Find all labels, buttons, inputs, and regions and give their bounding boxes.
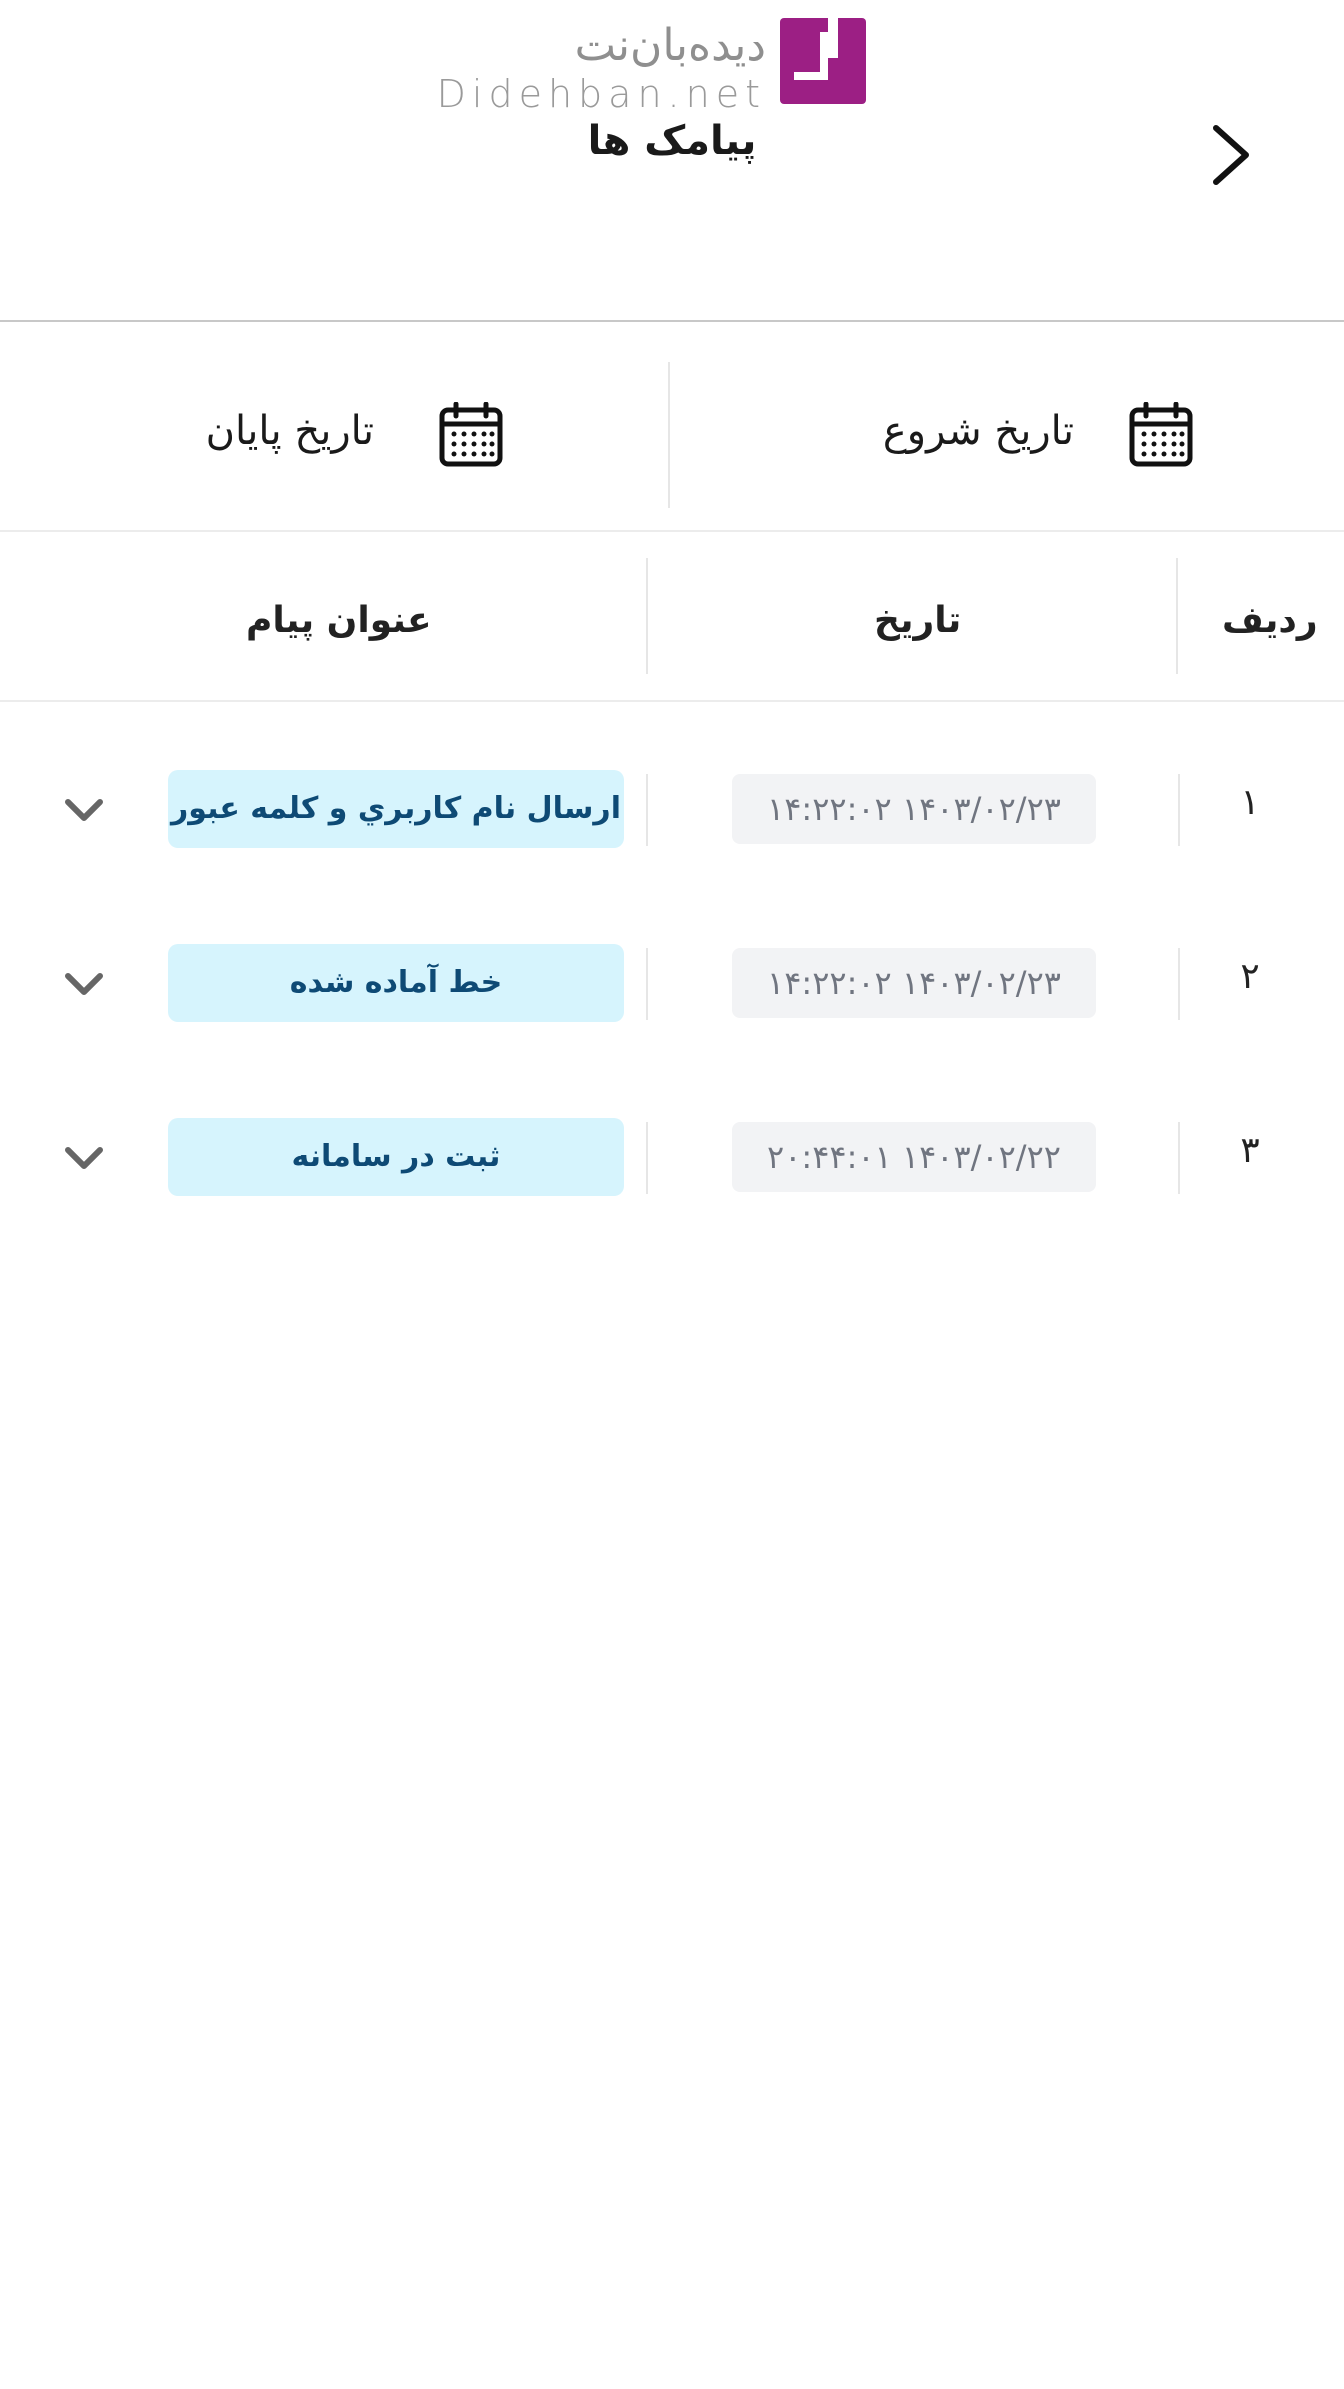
table-row[interactable] <box>0 760 1344 860</box>
back-button[interactable] <box>1196 118 1266 192</box>
date-filter-bar <box>0 322 1344 532</box>
page-title <box>0 118 1344 164</box>
end-date-picker[interactable] <box>0 322 668 530</box>
column-header-row[interactable]: ردیف <box>1222 600 1318 641</box>
chevron-down-icon[interactable] <box>62 964 106 1004</box>
column-divider <box>646 1122 648 1194</box>
logo-mark-icon <box>780 18 866 104</box>
start-date-label: تاریخ شروع <box>882 408 1074 454</box>
row-date: ۱۴۰۳/۰۲/۲۳ ۱۴:۲۲:۰۲ <box>732 948 1096 1018</box>
row-number: ۱ <box>1240 782 1260 823</box>
row-number: ۲ <box>1240 956 1260 997</box>
column-divider <box>1178 948 1180 1020</box>
start-date-picker[interactable] <box>668 322 1344 530</box>
calendar-icon <box>438 402 504 468</box>
message-title-badge[interactable]: ثبت در سامانه <box>168 1118 624 1196</box>
column-divider <box>646 948 648 1020</box>
chevron-right-icon <box>1196 118 1266 192</box>
table-row[interactable] <box>0 1108 1344 1208</box>
end-date-label: تاریخ پایان <box>205 408 374 454</box>
page-title-text: پیامک ها <box>587 118 757 164</box>
column-header-date[interactable]: تاریخ <box>874 600 962 641</box>
chevron-down-icon[interactable] <box>62 1138 106 1178</box>
brand-logo <box>436 18 866 116</box>
calendar-icon <box>1128 402 1194 468</box>
message-title-badge[interactable]: ارسال نام کاربري و کلمه عبور <box>168 770 624 848</box>
chevron-down-icon[interactable] <box>62 790 106 830</box>
column-divider <box>1176 558 1178 674</box>
logo-persian-text: دیده‌بان‌نت <box>574 20 766 71</box>
table-header <box>0 532 1344 702</box>
table-row[interactable] <box>0 934 1344 1034</box>
row-date: ۱۴۰۳/۰۲/۲۳ ۱۴:۲۲:۰۲ <box>732 774 1096 844</box>
column-divider <box>646 558 648 674</box>
column-divider <box>646 774 648 846</box>
row-number: ۳ <box>1240 1130 1260 1171</box>
filter-divider <box>668 362 670 508</box>
column-divider <box>1178 774 1180 846</box>
row-date: ۱۴۰۳/۰۲/۲۲ ۲۰:۴۴:۰۱ <box>732 1122 1096 1192</box>
message-title-badge[interactable]: خط آماده شده <box>168 944 624 1022</box>
column-header-title[interactable]: عنوان پیام <box>246 600 432 641</box>
column-divider <box>1178 1122 1180 1194</box>
logo-latin-text: Didehban.net <box>436 72 766 116</box>
